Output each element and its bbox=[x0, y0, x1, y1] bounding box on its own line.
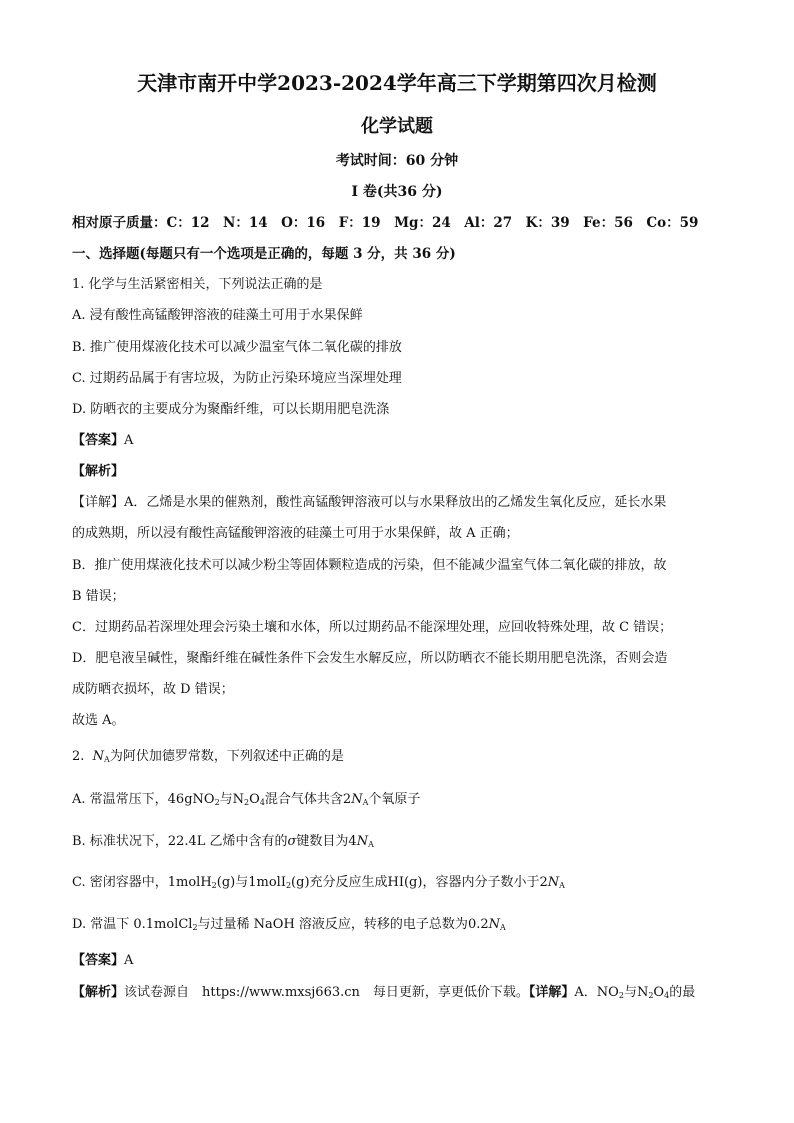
q1-answer bbox=[72, 432, 133, 450]
q1-option-b: B. 推广使用煤液化技术可以减少温室气体二氧化碳的排放 bbox=[72, 340, 402, 355]
q1-detail-line: C．过期药品若深埋处理会污染土壤和水体，所以过期药品不能深埋处理，应回收特殊处理，故 C 错误； bbox=[72, 620, 673, 635]
question-2-stem: 2. $N_A$为阿伏加德罗常数，下列叙述中正确的是 bbox=[72, 749, 344, 764]
subject-title: 化学试题 bbox=[361, 116, 433, 137]
q1-analysis-tag: 【解析】 bbox=[72, 464, 125, 479]
volume-label: I 卷(共36 分) bbox=[351, 184, 443, 200]
q1-detail-line: 成防晒衣损坏，故 D 错误； bbox=[72, 682, 234, 697]
avogadro-symbol: N bbox=[92, 749, 105, 764]
q2-answer bbox=[72, 952, 133, 970]
exam-time: 考试时间：60 分钟 bbox=[335, 153, 459, 169]
q1-option-a: A. 浸有酸性高锰酸钾溶液的硅藻土可用于水果保鲜 bbox=[72, 308, 363, 323]
question-1-stem: 1. 化学与生活紧密相关，下列说法正确的是 bbox=[72, 277, 323, 292]
q2-analysis: 【解析】该试卷源自 https://www.mxsj663.cn 每日更新，享更低价下载。【详解】A．$NO_2$与$N_2O_4$的最 bbox=[72, 985, 696, 1000]
analysis-tag: 【解析】 bbox=[72, 985, 125, 1000]
q1-detail-line: 故选 A。 bbox=[72, 713, 125, 728]
q2-option-d: D. 常温下 0.1molCl$_2$与过量稀 NaOH 溶液反应，转移的电子总数为$0.2N_A$ bbox=[72, 917, 506, 932]
detail-tag: 【详解】 bbox=[528, 985, 575, 1000]
answer-value: A bbox=[124, 953, 134, 968]
source-note: 该试卷源自 https://www.mxsj663.cn 每日更新，享更低价下载。 bbox=[124, 985, 529, 1000]
q1-detail-line: B．推广使用煤液化技术可以减少粉尘等固体颗粒造成的污染，但不能减少温室气体二氧化碳的排放，故 bbox=[72, 558, 667, 573]
q2-option-b: B. 标准状况下，22.4L 乙烯中含有的σ键数目为$4N_A$ bbox=[72, 834, 374, 849]
answer-value: A bbox=[124, 433, 134, 448]
q1-detail-line: B 错误； bbox=[72, 589, 125, 604]
answer-tag: 【答案】 bbox=[72, 953, 125, 968]
q1-detail-line: D．肥皂液呈碱性，聚酯纤维在碱性条件下会发生水解反应，所以防晒衣不能长期用肥皂洗涤，否则会造 bbox=[72, 651, 668, 666]
atomic-masses: 相对原子质量：C：12 N：14 O：16 F：19 Mg：24 Al：27 K：39 Fe：56 Co：59 bbox=[72, 215, 699, 231]
q2-option-c: C. 密闭容器中，1molH$_2$(g)与1molI$_2$(g)充分反应生成HI(g)，容器内分子数小于$2N_A$ bbox=[72, 875, 565, 890]
q1-detail-line: 的成熟期，所以浸有酸性高锰酸钾溶液的硅藻土可用于水果保鲜，故 A 正确； bbox=[72, 526, 519, 541]
q2-option-a: A. 常温常压下，46gNO$_2$与$N_2O_4$混合气体共含$2N_A$个氧原子 bbox=[72, 792, 421, 807]
exam-title: 天津市南开中学2023-2024学年高三下学期第四次月检测 bbox=[137, 71, 657, 95]
q1-detail-line: 【详解】A．乙烯是水果的催熟剂，酸性高锰酸钾溶液可以与水果释放出的乙烯发生氧化反应，延长水果 bbox=[72, 495, 667, 510]
sigma-symbol: σ bbox=[287, 834, 297, 849]
answer-tag: 【答案】 bbox=[72, 433, 125, 448]
q1-option-d: D. 防晒衣的主要成分为聚酯纤维，可以长期用肥皂洗涤 bbox=[72, 402, 390, 417]
section-heading: 一、选择题(每题只有一个选项是正确的，每题 3 分，共 36 分) bbox=[72, 246, 456, 262]
q1-option-c: C. 过期药品属于有害垃圾，为防止污染环境应当深埋处理 bbox=[72, 371, 402, 386]
